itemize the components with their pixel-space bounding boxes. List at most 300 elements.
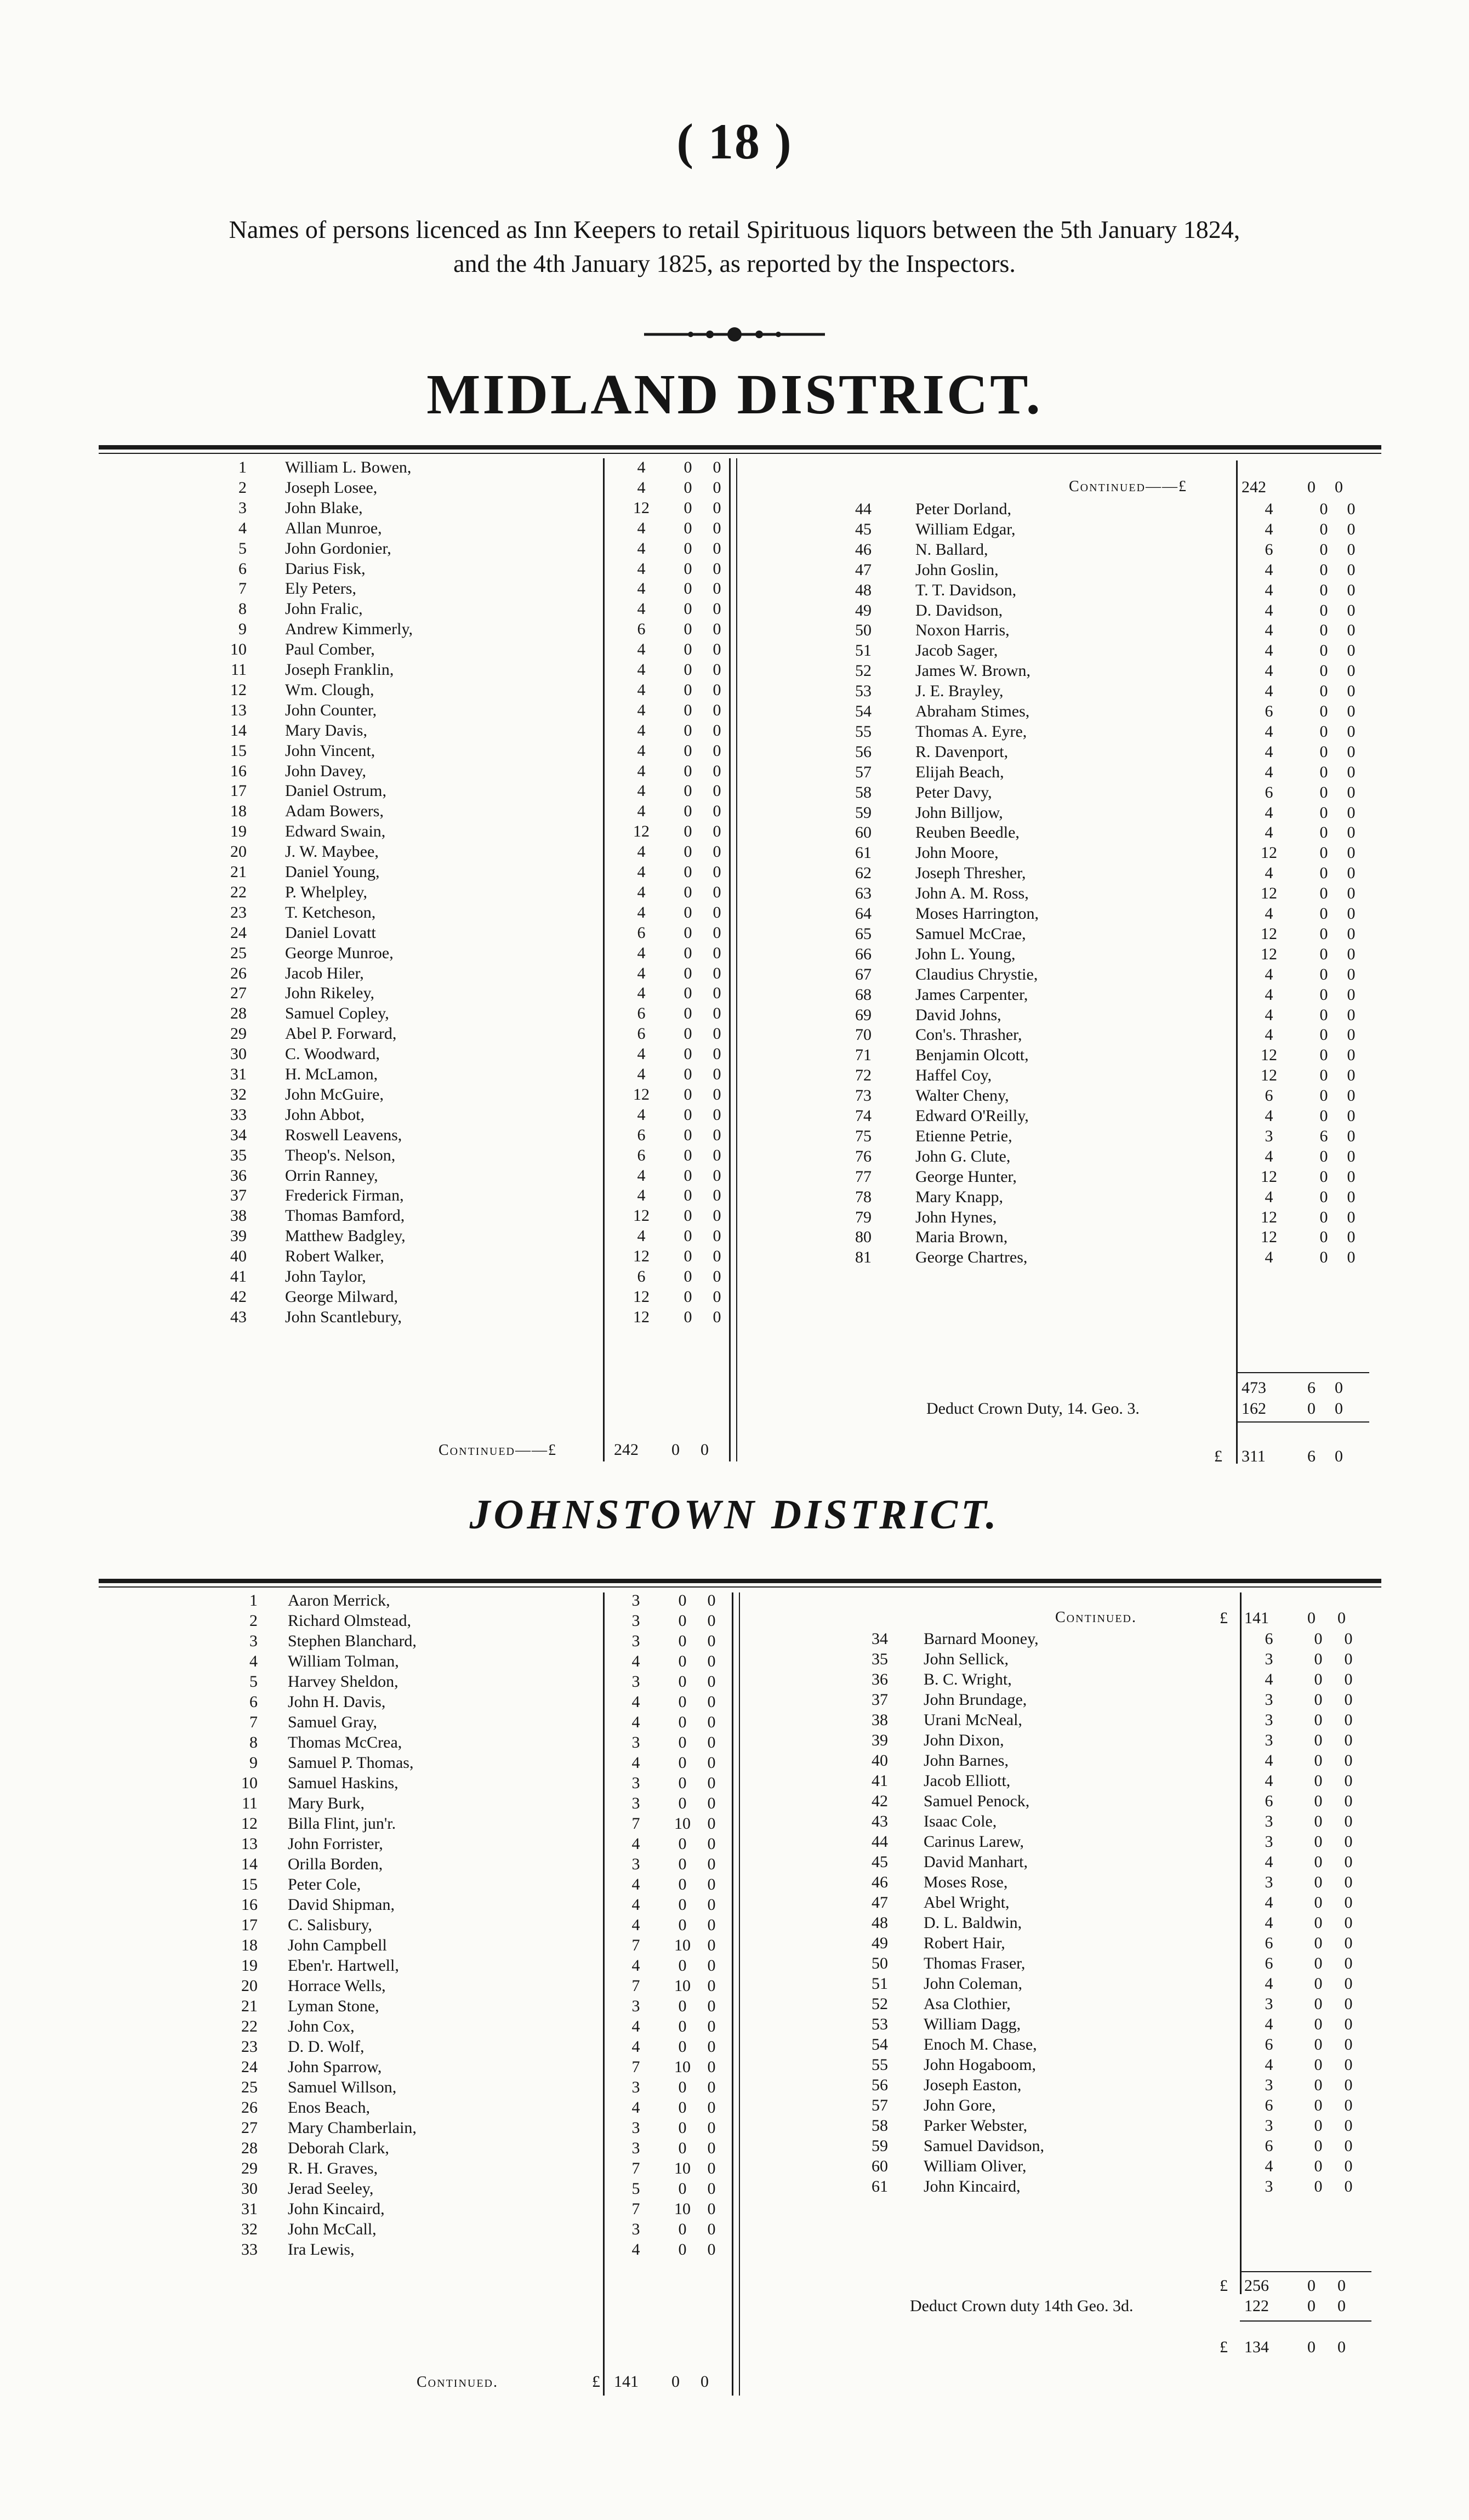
row-name: Urani McNeal,: [924, 1711, 1022, 1729]
row-pence: 0: [713, 498, 721, 517]
row-name: Adam Bowers,: [285, 802, 384, 821]
row-pounds: 3: [631, 2220, 640, 2238]
row-name: John Taylor,: [285, 1267, 366, 1285]
row-name: John Cox,: [288, 2017, 355, 2035]
row-pence: 0: [1344, 1833, 1353, 1851]
row-number: 42: [872, 1792, 888, 1810]
row-name: Thomas Fraser,: [924, 1954, 1026, 1972]
row-shillings: 0: [684, 1105, 692, 1124]
row-name: Edward O'Reilly,: [915, 1107, 1029, 1125]
row-number: 33: [230, 1105, 247, 1124]
table-row: [855, 1833, 1381, 1851]
row-pence: 0: [713, 1186, 721, 1205]
row-name: C. Salisbury,: [288, 1916, 372, 1934]
row-pounds: 3: [1265, 1995, 1273, 2013]
row-number: 77: [855, 1167, 872, 1186]
row-pence: 0: [1347, 1167, 1356, 1186]
johnstown-sum-line: [1240, 2271, 1371, 2272]
row-number: 36: [230, 1166, 247, 1185]
table-row: [839, 723, 1381, 741]
row-shillings: 0: [1314, 1792, 1323, 1810]
row-number: 43: [230, 1307, 247, 1326]
row-pounds: 6: [1265, 2137, 1273, 2155]
table-row: [855, 1873, 1381, 1891]
row-shillings: 0: [684, 903, 692, 921]
table-row: [855, 1954, 1381, 1972]
row-shillings: 0: [684, 782, 692, 800]
row-pence: 0: [707, 1814, 716, 1833]
row-shillings: 0: [678, 2078, 687, 2096]
row-pounds: 4: [637, 1227, 646, 1245]
row-shillings: 0: [1319, 844, 1328, 862]
row-pounds: 4: [1265, 823, 1273, 842]
table-row: [855, 2137, 1381, 2155]
row-number: 39: [230, 1227, 247, 1245]
row-shillings: 0: [1314, 1691, 1323, 1709]
table-row: [214, 1267, 740, 1285]
row-shillings: 0: [684, 883, 692, 901]
row-pounds: 4: [637, 843, 646, 861]
row-shillings: 0: [1319, 1026, 1328, 1044]
row-number: 7: [249, 1713, 258, 1731]
row-number: 72: [855, 1066, 872, 1085]
row-pence: 0: [713, 680, 721, 699]
row-number: 64: [855, 905, 872, 923]
row-shillings: 0: [1314, 2076, 1323, 2094]
row-shillings: 10: [674, 1936, 691, 1954]
row-name: John Abbot,: [285, 1105, 365, 1124]
midland-right-continued-label: Continued——£: [1069, 478, 1187, 495]
row-shillings: 0: [1314, 2177, 1323, 2195]
row-name: John Vincent,: [285, 741, 375, 760]
row-pounds: 4: [637, 458, 646, 476]
table-row: [214, 1167, 740, 1185]
row-name: John Rikeley,: [285, 984, 375, 1003]
row-shillings: 0: [678, 1997, 687, 2015]
row-shillings: 0: [1314, 1670, 1323, 1688]
row-number: 57: [872, 2096, 888, 2114]
table-row: [225, 2240, 740, 2259]
row-shillings: 0: [684, 620, 692, 639]
row-pounds: 3: [631, 2139, 640, 2157]
row-pounds: 6: [1265, 2096, 1273, 2114]
row-number: 60: [855, 823, 872, 842]
table-row: [214, 822, 740, 840]
row-pounds: 4: [1265, 742, 1273, 761]
row-number: 32: [241, 2220, 258, 2238]
row-pence: 0: [713, 782, 721, 800]
row-pounds: 4: [1265, 581, 1273, 599]
table-row: [225, 1875, 740, 1893]
row-pounds: 3: [1265, 1833, 1273, 1851]
row-pounds: 4: [1265, 1005, 1273, 1024]
row-name: B. C. Wright,: [924, 1670, 1012, 1688]
row-name: Deborah Clark,: [288, 2139, 389, 2157]
row-pounds: 6: [637, 1004, 646, 1023]
row-shillings: 0: [1314, 1731, 1323, 1749]
table-row: [839, 520, 1381, 538]
table-row: [214, 701, 740, 719]
row-pounds: 4: [1265, 1107, 1273, 1125]
row-pence: 0: [713, 1025, 721, 1043]
row-number: 65: [855, 924, 872, 943]
row-shillings: 0: [684, 579, 692, 598]
row-pounds: 4: [637, 721, 646, 739]
row-name: Joseph Easton,: [924, 2076, 1022, 2094]
row-number: 14: [230, 721, 247, 739]
row-shillings: 0: [1314, 2035, 1323, 2053]
row-pence: 0: [707, 1774, 716, 1792]
row-pounds: 4: [1265, 1187, 1273, 1206]
johnstown-net-symbol: £: [1220, 2338, 1228, 2356]
row-pence: 0: [707, 2180, 716, 2198]
row-name: Mary Chamberlain,: [288, 2119, 417, 2137]
row-pounds: 12: [633, 1247, 650, 1266]
row-pence: 0: [1344, 1670, 1353, 1688]
row-pounds: 4: [637, 1105, 646, 1124]
row-shillings: 0: [1314, 1893, 1323, 1912]
row-pounds: 6: [1265, 2035, 1273, 2053]
row-number: 43: [872, 1812, 888, 1830]
table-top-thin-rule: [99, 1586, 1381, 1588]
row-shillings: 0: [1314, 2056, 1323, 2074]
row-shillings: 0: [678, 1632, 687, 1650]
row-number: 46: [855, 540, 872, 559]
row-name: George Chartres,: [915, 1248, 1028, 1267]
heading-line-1: Names of persons licenced as Inn Keepers to retail Spirituous liquors between the 5th January 1824,: [229, 215, 1240, 243]
row-pence: 0: [713, 1004, 721, 1023]
row-shillings: 0: [684, 843, 692, 861]
row-shillings: 0: [678, 1733, 687, 1751]
row-number: 16: [241, 1896, 258, 1914]
row-pounds: 4: [631, 2038, 640, 2056]
row-number: 5: [238, 539, 247, 558]
row-shillings: 0: [1314, 1995, 1323, 2013]
row-number: 22: [230, 883, 247, 901]
row-number: 47: [855, 560, 872, 579]
row-name: John Sparrow,: [288, 2058, 382, 2076]
row-pence: 0: [707, 1591, 716, 1609]
table-row: [214, 944, 740, 962]
row-pence: 0: [707, 1612, 716, 1630]
row-name: James Carpenter,: [915, 985, 1028, 1004]
row-pence: 0: [1347, 763, 1356, 781]
row-pounds: 4: [631, 2017, 640, 2035]
row-shillings: 0: [1319, 924, 1328, 943]
row-pence: 0: [1344, 1650, 1353, 1668]
row-pounds: 4: [631, 1693, 640, 1711]
row-pounds: 4: [631, 1875, 640, 1893]
row-shillings: 0: [1319, 965, 1328, 983]
row-pence: 0: [1347, 924, 1356, 943]
row-name: Edward Swain,: [285, 822, 386, 841]
row-pence: 0: [1347, 1147, 1356, 1165]
row-pence: 0: [713, 863, 721, 881]
row-pence: 0: [713, 539, 721, 558]
row-pence: 0: [1347, 783, 1356, 801]
row-number: 15: [230, 741, 247, 760]
table-row: [839, 1208, 1381, 1226]
midland-deduct-label: Deduct Crown Duty, 14. Geo. 3.: [926, 1400, 1140, 1418]
row-name: Robert Walker,: [285, 1247, 384, 1266]
table-row: [214, 479, 740, 497]
row-pence: 0: [713, 1105, 721, 1124]
row-number: 20: [241, 1977, 258, 1995]
row-number: 40: [872, 1751, 888, 1770]
row-pence: 0: [1344, 2096, 1353, 2114]
row-number: 44: [855, 500, 872, 518]
row-shillings: 0: [1319, 823, 1328, 842]
row-pounds: 6: [637, 923, 646, 942]
table-row: [214, 1146, 740, 1164]
row-name: Moses Rose,: [924, 1873, 1008, 1891]
row-pence: 0: [1347, 1228, 1356, 1247]
row-shillings: 0: [684, 1227, 692, 1245]
row-pounds: 4: [1265, 682, 1273, 701]
row-number: 28: [230, 1004, 247, 1023]
table-row: [214, 903, 740, 921]
table-row: [225, 1713, 740, 1731]
row-pence: 0: [713, 620, 721, 639]
johnstown-amount-divider: [603, 1592, 605, 2396]
row-number: 22: [241, 2017, 258, 2035]
row-number: 18: [230, 802, 247, 821]
row-pence: 0: [707, 2038, 716, 2056]
row-pounds: 3: [631, 1612, 640, 1630]
midland-left-continued-label: Continued——£: [439, 1442, 557, 1459]
row-name: John Goslin,: [915, 560, 999, 579]
table-row: [839, 783, 1381, 801]
row-pence: 0: [713, 1287, 721, 1306]
table-row: [214, 964, 740, 982]
row-pence: 0: [1347, 1127, 1356, 1145]
row-name: William Tolman,: [288, 1652, 399, 1670]
row-shillings: 0: [684, 1146, 692, 1164]
row-shillings: 0: [1319, 763, 1328, 781]
table-row: [225, 1956, 740, 1975]
row-pounds: 4: [1265, 985, 1273, 1004]
table-row: [855, 2157, 1381, 2175]
row-pounds: 12: [633, 822, 650, 841]
row-name: Asa Clothier,: [924, 1995, 1011, 2013]
row-shillings: 0: [1319, 581, 1328, 599]
table-row: [855, 1893, 1381, 1912]
row-number: 24: [241, 2058, 258, 2076]
row-number: 23: [230, 903, 247, 921]
row-name: George Munroe,: [285, 943, 394, 962]
row-shillings: 0: [1319, 742, 1328, 761]
row-number: 38: [230, 1207, 247, 1225]
row-pounds: 7: [631, 2159, 640, 2177]
row-pounds: 3: [1265, 2117, 1273, 2135]
table-row: [855, 2056, 1381, 2074]
row-number: 18: [241, 1936, 258, 1954]
row-pounds: 4: [1265, 1670, 1273, 1688]
row-shillings: 0: [684, 1207, 692, 1225]
table-row: [214, 721, 740, 739]
row-pounds: 6: [1265, 1792, 1273, 1810]
row-shillings: 0: [1314, 1954, 1323, 1972]
row-shillings: 0: [678, 1855, 687, 1873]
table-row: [214, 802, 740, 820]
row-number: 30: [230, 1045, 247, 1063]
row-pence: 0: [1344, 1975, 1353, 1993]
row-pounds: 4: [637, 559, 646, 578]
table-row: [214, 883, 740, 901]
row-pounds: 7: [631, 2200, 640, 2218]
table-row: [839, 1147, 1381, 1165]
row-pounds: 3: [631, 1855, 640, 1873]
row-number: 20: [230, 843, 247, 861]
table-row: [855, 1691, 1381, 1709]
table-row: [839, 500, 1381, 518]
row-shillings: 0: [678, 1896, 687, 1914]
row-number: 45: [855, 520, 872, 538]
row-number: 13: [230, 701, 247, 719]
table-row: [225, 1896, 740, 1914]
row-pence: 0: [707, 1916, 716, 1934]
row-pounds: 4: [631, 1754, 640, 1772]
row-pounds: 4: [631, 1835, 640, 1853]
row-name: Stephen Blanchard,: [288, 1632, 417, 1650]
row-pounds: 4: [1265, 965, 1273, 983]
row-shillings: 0: [684, 539, 692, 558]
row-pounds: 12: [1261, 1167, 1277, 1186]
row-number: 70: [855, 1026, 872, 1044]
row-shillings: 0: [1314, 1873, 1323, 1891]
row-number: 54: [855, 702, 872, 720]
row-pence: 0: [1344, 1751, 1353, 1770]
table-row: [225, 1754, 740, 1772]
row-pounds: 4: [637, 600, 646, 618]
row-pounds: 12: [1261, 1066, 1277, 1085]
row-pounds: 4: [1265, 1772, 1273, 1790]
row-shillings: 0: [1319, 621, 1328, 640]
midland-district-title: MIDLAND DISTRICT.: [426, 363, 1043, 426]
row-pounds: 4: [637, 782, 646, 800]
row-pounds: 6: [637, 620, 646, 639]
table-row: [225, 2078, 740, 2096]
table-row: [225, 2200, 740, 2218]
row-pence: 0: [1347, 803, 1356, 822]
row-number: 52: [855, 662, 872, 680]
row-number: 51: [855, 641, 872, 660]
row-number: 27: [230, 984, 247, 1003]
table-row: [225, 1936, 740, 1954]
row-pence: 0: [1347, 1107, 1356, 1125]
row-number: 16: [230, 761, 247, 780]
row-pounds: 4: [637, 478, 646, 497]
row-pounds: 4: [637, 984, 646, 1003]
row-pounds: 4: [637, 661, 646, 679]
row-shillings: 0: [1319, 884, 1328, 903]
row-pounds: 3: [631, 1632, 640, 1650]
row-pence: 0: [1347, 500, 1356, 518]
row-shillings: 0: [1319, 1005, 1328, 1024]
row-name: Darius Fisk,: [285, 559, 366, 578]
row-pence: 0: [713, 559, 721, 578]
row-pence: 0: [1344, 2117, 1353, 2135]
row-name: John Fralic,: [285, 600, 363, 618]
table-row: [839, 1168, 1381, 1186]
row-pence: 0: [713, 1247, 721, 1266]
row-name: Samuel Gray,: [288, 1713, 378, 1731]
row-shillings: 0: [678, 2240, 687, 2259]
row-pounds: 6: [1265, 702, 1273, 720]
table-row: [839, 1046, 1381, 1064]
row-pence: 0: [1344, 2056, 1353, 2074]
row-pounds: 12: [633, 1287, 650, 1306]
row-pounds: 4: [637, 761, 646, 780]
table-row: [225, 2119, 740, 2137]
row-pence: 0: [1344, 2015, 1353, 2033]
row-name: Thomas Bamford,: [285, 1207, 405, 1225]
row-shillings: 0: [684, 822, 692, 841]
table-row: [225, 1977, 740, 1995]
row-name: Matthew Badgley,: [285, 1227, 406, 1245]
row-pounds: 4: [1265, 520, 1273, 538]
table-row: [839, 1228, 1381, 1246]
row-pence: 0: [1344, 1934, 1353, 1952]
midland-amount-divider: [603, 458, 605, 1461]
table-row: [839, 702, 1381, 720]
row-pence: 0: [713, 843, 721, 861]
row-shillings: 0: [1319, 601, 1328, 619]
table-row: [225, 2017, 740, 2035]
row-pence: 0: [713, 661, 721, 679]
row-shillings: 0: [684, 1186, 692, 1205]
row-name: Mary Davis,: [285, 721, 367, 739]
row-pence: 0: [1344, 1954, 1353, 1972]
row-shillings: 0: [1319, 783, 1328, 801]
table-row: [855, 1934, 1381, 1952]
row-pence: 0: [1347, 621, 1356, 640]
table-row: [214, 640, 740, 658]
row-pence: 0: [707, 2159, 716, 2177]
table-row: [214, 1004, 740, 1022]
table-row: [839, 945, 1381, 963]
row-number: 17: [241, 1916, 258, 1934]
row-number: 3: [249, 1632, 258, 1650]
table-row: [225, 1652, 740, 1670]
row-pounds: 3: [1265, 1127, 1273, 1145]
table-row: [214, 924, 740, 942]
row-pence: 0: [713, 1045, 721, 1063]
row-shillings: 0: [684, 1247, 692, 1266]
row-name: Roswell Leavens,: [285, 1125, 402, 1144]
row-number: 52: [872, 1995, 888, 2013]
row-pounds: 4: [1265, 1147, 1273, 1165]
row-number: 30: [241, 2180, 258, 2198]
table-row: [214, 620, 740, 638]
row-pence: 0: [1344, 2076, 1353, 2094]
row-number: 62: [855, 864, 872, 883]
row-pence: 0: [713, 883, 721, 901]
row-shillings: 0: [1314, 1751, 1323, 1770]
row-name: Isaac Cole,: [924, 1812, 997, 1830]
row-shillings: 10: [674, 1977, 691, 1995]
row-number: 2: [238, 478, 247, 497]
row-number: 58: [855, 783, 872, 801]
row-pence: 0: [713, 802, 721, 821]
row-pence: 0: [1347, 1046, 1356, 1065]
table-row: [214, 661, 740, 679]
row-name: John Davey,: [285, 761, 367, 780]
table-row: [839, 864, 1381, 882]
row-pounds: 4: [637, 903, 646, 921]
row-pounds: 4: [637, 1166, 646, 1185]
table-row: [214, 1126, 740, 1144]
